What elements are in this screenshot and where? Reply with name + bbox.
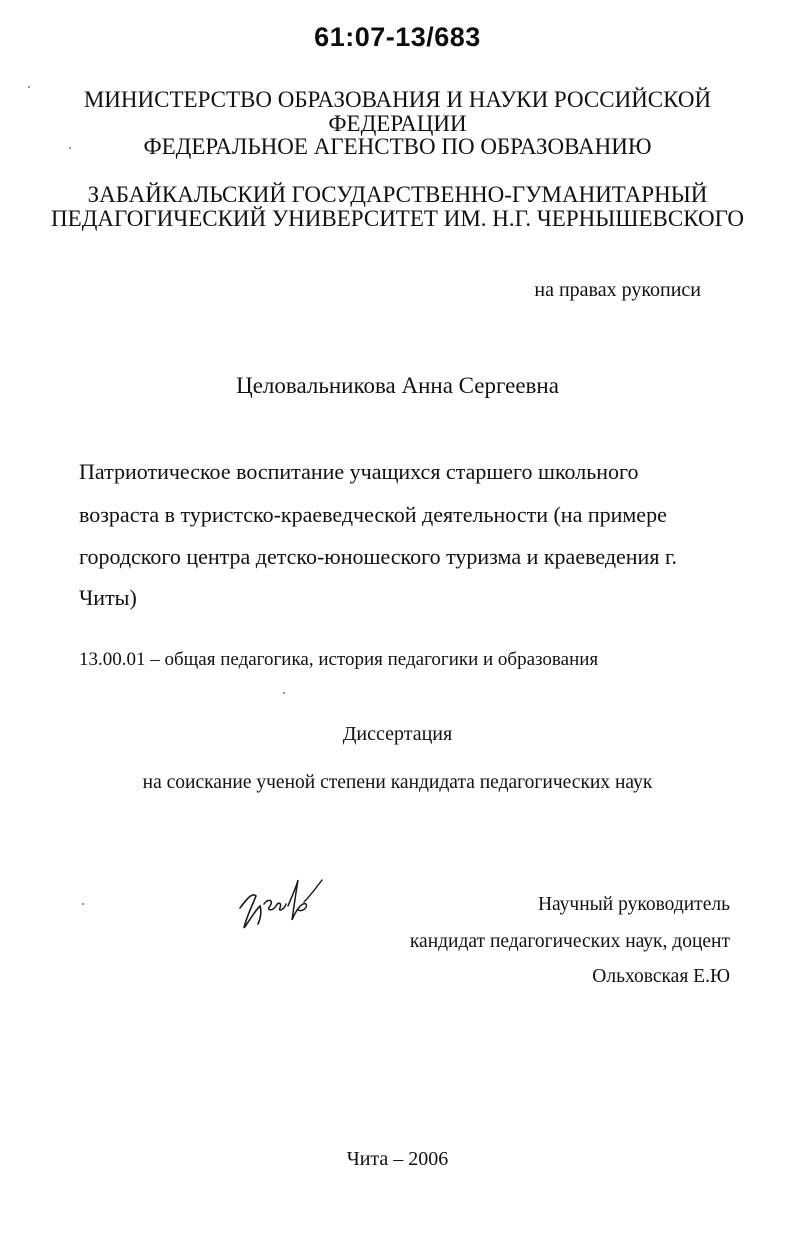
ministry-line-1: МИНИСТЕРСТВО ОБРАЗОВАНИЯ И НАУКИ РОССИЙСКОЙ bbox=[83, 87, 712, 112]
ministry-line-2: ФЕДЕРАЦИИ bbox=[328, 111, 467, 136]
supervisor-name: Ольховская Е.Ю bbox=[592, 966, 730, 987]
scan-speck bbox=[82, 903, 84, 905]
title-line-1: Патриотическое воспитание учащихся старшего школьного bbox=[79, 459, 639, 484]
handwritten-signature bbox=[232, 866, 332, 936]
scan-speck bbox=[69, 147, 71, 149]
degree-line: на соискание ученой степени кандидата педагогических наук bbox=[142, 772, 653, 793]
agency-line: ФЕДЕРАЛЬНОЕ АГЕНСТВО ПО ОБРАЗОВАНИЮ bbox=[143, 134, 652, 159]
university-line-2: ПЕДАГОГИЧЕСКИЙ УНИВЕРСИТЕТ ИМ. Н.Г. ЧЕРНЫШЕВСКОГО bbox=[51, 206, 744, 231]
city-year: Чита – 2006 bbox=[346, 1148, 449, 1170]
manuscript-note: на правах рукописи bbox=[534, 279, 701, 301]
university-line-1: ЗАБАЙКАЛЬСКИЙ ГОСУДАРСТВЕННО-ГУМАНИТАРНЫЙ bbox=[87, 182, 708, 207]
scan-speck bbox=[28, 86, 30, 88]
title-line-4: Читы) bbox=[79, 585, 137, 610]
archive-number: 61:07-13/683 bbox=[314, 22, 481, 52]
supervisor-title: кандидат педагогических наук, доцент bbox=[409, 931, 730, 952]
scan-speck bbox=[283, 692, 285, 694]
author-name: Целовальникова Анна Сергеевна bbox=[236, 373, 559, 398]
title-line-2: возраста в туристско-краеведческой деятельности (на примере bbox=[79, 502, 667, 527]
specialty-code: 13.00.01 – общая педагогика, история педагогики и образования bbox=[79, 649, 599, 670]
title-line-3: городского центра детско-юношеского туризма и краеведения г. bbox=[79, 544, 677, 569]
document-type: Диссертация bbox=[342, 723, 453, 745]
supervisor-role: Научный руководитель bbox=[537, 894, 730, 915]
